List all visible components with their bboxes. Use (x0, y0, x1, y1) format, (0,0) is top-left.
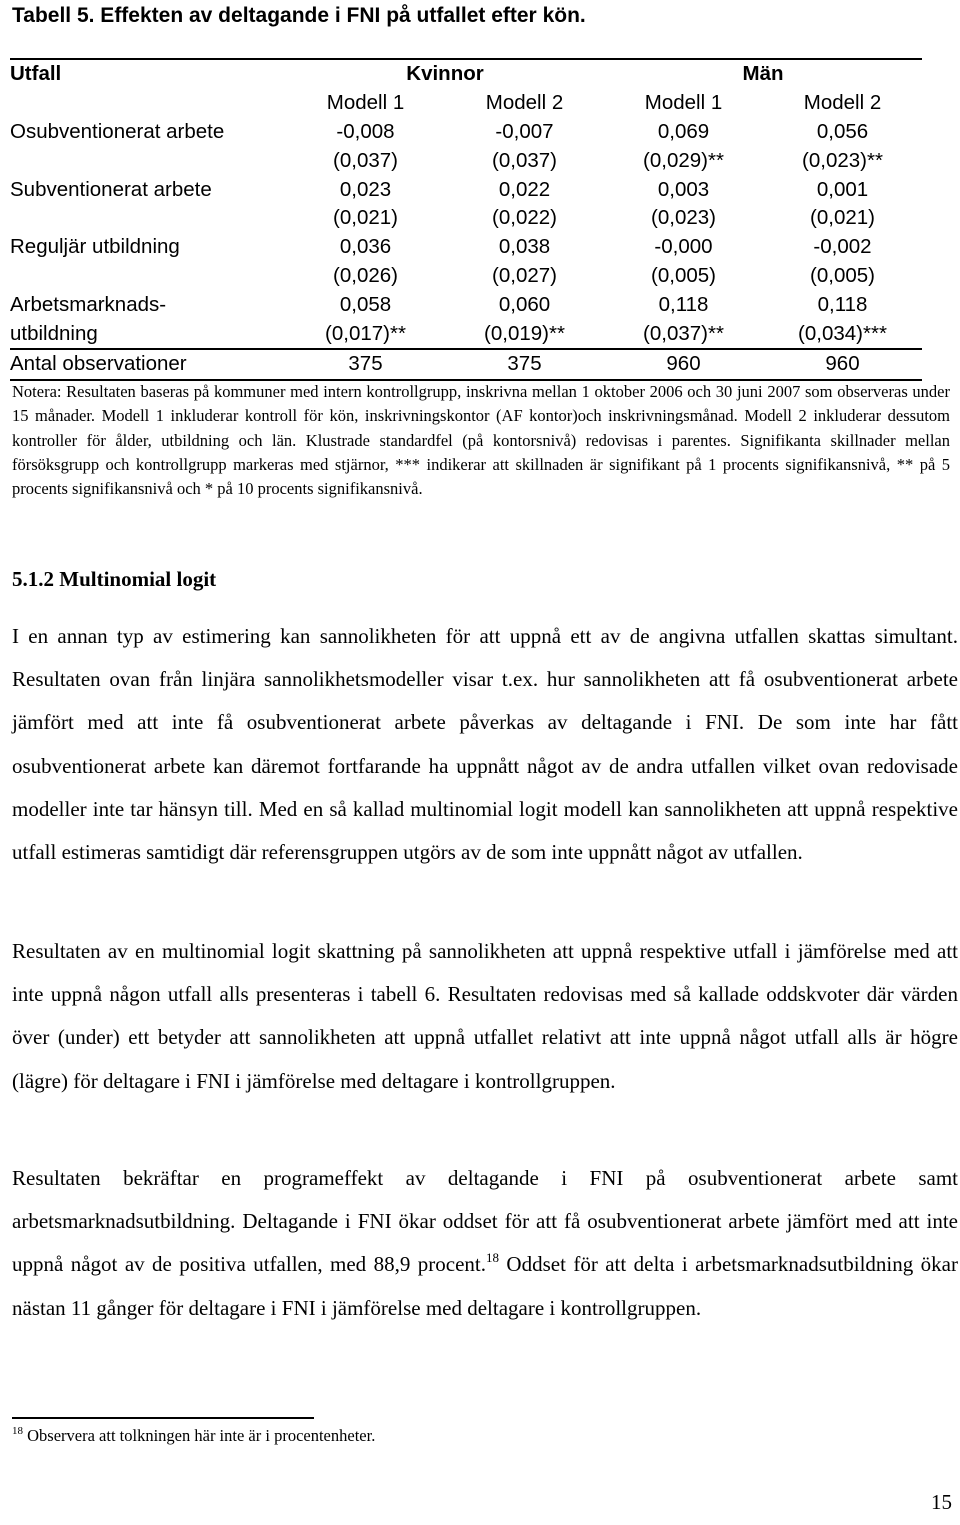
observations-row (10, 349, 922, 380)
coef-cell: 0,056 (816, 119, 869, 143)
coef-cell: 0,058 (339, 292, 392, 316)
table-row (10, 319, 922, 349)
obs-cell: 960 (763, 349, 922, 380)
model-header: Modell 1 (326, 91, 405, 115)
paragraph-text: Resultaten bekräftar en programeffekt av deltagande i FNI på osubventionerat arbete samt arbetsmarknadsutbildning. Deltagande i FNI ökar oddset för att få osubventionerat arbete jämfört med att inte uppnå något av de positiva utfallen, med 88,9 procent. (12, 1166, 958, 1277)
obs-cell: 960 (604, 349, 763, 380)
se-cell: (0,037)** (643, 321, 724, 345)
coef-cell: 0,038 (498, 235, 551, 259)
coef-cell: -0,007 (495, 119, 554, 143)
body-paragraph (12, 1157, 958, 1330)
coef-cell: 0,118 (817, 292, 868, 316)
footnote (12, 1426, 375, 1446)
group-header-men: Män (604, 59, 922, 89)
coef-cell: 0,069 (657, 119, 710, 143)
footnote-reference[interactable]: 18 (486, 1250, 499, 1266)
group-header-women: Kvinnor (286, 59, 604, 89)
se-cell: (0,034)*** (798, 321, 887, 345)
coef-cell: 0,118 (658, 292, 709, 316)
body-paragraph: Resultaten av en multinomial logit skattning på sannolikheten att uppnå respektive utfall i jämförelse med att inte uppnå någon utfall alls presenteras i tabell 6. Resultaten redovisas med så kallade oddskvoter där värden över (under) ett betyder att sannolikheten att uppnå utfallet relativt att inte uppnå något utfall alls är högre (lägre) för deltagare i FNI i jämförelse med deltagare i kontrollgruppen. (12, 939, 958, 1093)
se-cell: (0,029)** (643, 148, 724, 172)
row-label: Arbetsmarknads- (10, 292, 167, 316)
coef-cell: 0,022 (498, 177, 551, 201)
footnote-divider (12, 1417, 314, 1419)
coef-cell: 0,036 (339, 235, 392, 259)
se-cell: (0,019)** (484, 321, 565, 345)
model-header: Modell 2 (803, 91, 882, 115)
row-label-cont (10, 204, 286, 233)
footnote-number: 18 (12, 1425, 23, 1437)
obs-cell: 375 (286, 349, 445, 380)
row-label-cont: utbildning (10, 321, 98, 345)
results-table (10, 58, 922, 381)
table-caption: Tabell 5. Effekten av deltagande i FNI på utfallet efter kön. (12, 4, 586, 27)
paragraph-text: Oddset för att delta i arbetsmarknadsutbildning ökar nästan 11 gånger för deltagare i FNI i jämförelse med deltagare i kontrollgruppen. (12, 1252, 958, 1320)
se-cell: (0,027) (492, 263, 557, 287)
row-label: Osubventionerat arbete (10, 119, 225, 143)
se-cell: (0,021) (333, 206, 398, 230)
table-row (10, 262, 922, 291)
se-cell: (0,023)** (802, 148, 883, 172)
coef-cell: 0,023 (339, 177, 392, 201)
table-row (10, 146, 922, 175)
coef-cell: 0,003 (657, 177, 710, 201)
page-number: 15 (931, 1490, 952, 1514)
table-row (10, 175, 922, 204)
se-cell: (0,037) (333, 148, 398, 172)
table-row (10, 290, 922, 319)
footnote-text: Observera att tolkningen här inte är i procentenheter. (23, 1426, 376, 1445)
se-cell: (0,037) (492, 148, 557, 172)
se-cell: (0,023) (651, 206, 716, 230)
se-cell: (0,026) (333, 263, 398, 287)
se-cell: (0,021) (810, 206, 875, 230)
body-paragraph: I en annan typ av estimering kan sannolikheten för att uppnå ett av de angivna utfallen skattas simultant. Resultaten ovan från linjära sannolikhetsmodeller visar t.ex. hur sannolikheten att få osubventionerat arbete jämfört med att inte få osubventionerat arbete påverkas av deltagande i FNI. De som inte har fått osubventionerat arbete kan däremot fortfarande ha uppnått något av de andra utfallen vilket ovan redovisade modeller inte tar hänsyn till. Med en så kallad multinomial logit modell kan sannolikheten att uppnå respektive utfall estimeras samtidigt där referensgruppen utgörs av de som inte uppnått något av utfallen. (12, 624, 958, 865)
coef-cell: -0,002 (813, 235, 872, 259)
table-header-row (10, 59, 922, 89)
table-row (10, 118, 922, 147)
model-header: Modell 2 (485, 91, 564, 115)
table-row (10, 204, 922, 233)
se-cell: (0,017)** (325, 321, 406, 345)
coef-cell: 0,001 (816, 177, 869, 201)
se-cell: (0,005) (810, 263, 875, 287)
coef-cell: -0,000 (654, 235, 713, 259)
coef-cell: 0,060 (498, 292, 551, 316)
outcome-header: Utfall (10, 59, 286, 89)
se-cell: (0,005) (651, 263, 716, 287)
table-row (10, 233, 922, 262)
obs-cell: 375 (445, 349, 604, 380)
row-label-cont (10, 146, 286, 175)
section-heading: 5.1.2 Multinomial logit (12, 567, 217, 591)
obs-label: Antal observationer (10, 349, 286, 380)
model-header-row (10, 89, 922, 118)
model-header: Modell 1 (644, 91, 723, 115)
table-notes: Notera: Resultaten baseras på kommuner med intern kontrollgrupp, inskrivna mellan 1 oktober 2006 och 30 juni 2007 som observeras under 15 månader. Modell 1 inkluderar kontroll för kön, inskrivningskontor (AF kontor)och inskrivningsmånad. Modell 2 inkluderar dessutom kontroller för ålder, utbildning och län. Klustrade standardfel (på kontorsnivå) redovisas i parentes. Signifikanta skillnader mellan försöksgrupp och kontrollgrupp markeras med stjärnor, *** indikerar att skillnaden är signifikant på 1 procents signifikansnivå, ** på 5 procents signifikansnivå och * på 10 procents signifikansnivå. (12, 382, 950, 499)
row-label: Subventionerat arbete (10, 177, 212, 201)
coef-cell: -0,008 (336, 119, 395, 143)
se-cell: (0,022) (492, 206, 557, 230)
row-label-cont (10, 262, 286, 291)
row-label: Reguljär utbildning (10, 235, 180, 259)
